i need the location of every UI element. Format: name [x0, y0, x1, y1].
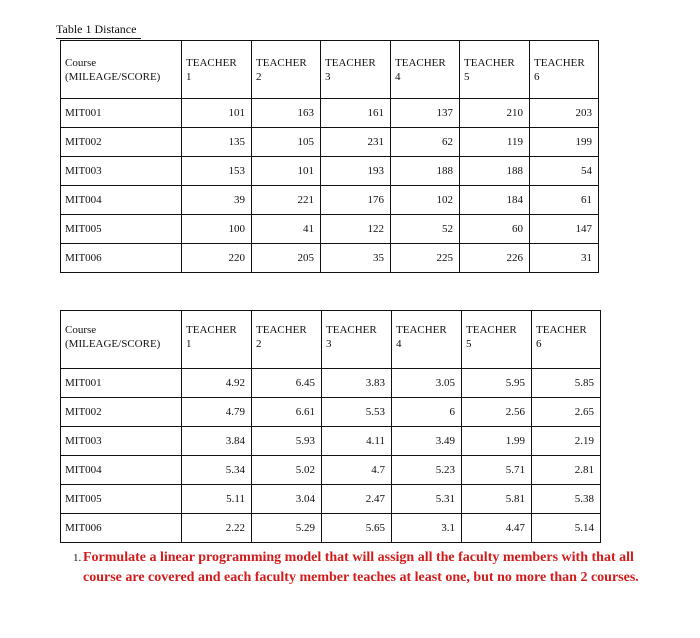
value-cell: 6.61 — [252, 398, 322, 427]
value-cell: 101 — [182, 99, 252, 128]
teacher-label: TEACHER — [326, 324, 377, 336]
table-row — [61, 244, 599, 273]
teacher-header — [530, 41, 599, 99]
teacher-header — [460, 41, 530, 99]
teacher-number: 1 — [186, 338, 192, 350]
value-cell: 39 — [182, 186, 252, 215]
value-cell: 3.49 — [392, 427, 462, 456]
corner-label-unit: (MILEAGE/SCORE) — [65, 71, 161, 83]
teacher-number: 6 — [536, 338, 542, 350]
value-cell: 199 — [530, 128, 599, 157]
value-cell: 225 — [391, 244, 460, 273]
value-cell: 5.53 — [322, 398, 392, 427]
value-cell: 231 — [321, 128, 391, 157]
value-cell: 3.05 — [392, 369, 462, 398]
teacher-header — [182, 311, 252, 369]
value-cell: 102 — [391, 186, 460, 215]
value-cell: 2.22 — [182, 514, 252, 543]
teacher-header — [182, 41, 252, 99]
teacher-label: TEACHER — [396, 324, 447, 336]
teacher-header — [391, 41, 460, 99]
value-cell: 5.11 — [182, 485, 252, 514]
value-cell: 5.14 — [532, 514, 601, 543]
teacher-number: 2 — [256, 338, 262, 350]
value-cell: 5.31 — [392, 485, 462, 514]
value-cell: 205 — [252, 244, 321, 273]
table-row — [61, 186, 599, 215]
course-cell: MIT004 — [61, 456, 182, 485]
teacher-label: TEACHER — [395, 57, 446, 69]
value-cell: 221 — [252, 186, 321, 215]
value-cell: 5.38 — [532, 485, 601, 514]
value-cell: 2.47 — [322, 485, 392, 514]
teacher-number: 2 — [256, 71, 262, 83]
course-cell: MIT003 — [61, 157, 182, 186]
value-cell: 4.7 — [322, 456, 392, 485]
course-cell: MIT001 — [61, 369, 182, 398]
value-cell: 2.56 — [462, 398, 532, 427]
value-cell: 60 — [460, 215, 530, 244]
value-cell: 122 — [321, 215, 391, 244]
value-cell: 176 — [321, 186, 391, 215]
teacher-number: 5 — [464, 71, 470, 83]
teacher-label: TEACHER — [256, 57, 307, 69]
value-cell: 4.47 — [462, 514, 532, 543]
header-row — [61, 311, 601, 369]
teacher-label: TEACHER — [466, 324, 517, 336]
value-cell: 203 — [530, 99, 599, 128]
value-cell: 5.23 — [392, 456, 462, 485]
teacher-label: TEACHER — [256, 324, 307, 336]
value-cell: 62 — [391, 128, 460, 157]
value-cell: 5.71 — [462, 456, 532, 485]
teacher-label: TEACHER — [186, 57, 237, 69]
value-cell: 3.04 — [252, 485, 322, 514]
value-cell: 210 — [460, 99, 530, 128]
value-cell: 5.65 — [322, 514, 392, 543]
teacher-number: 3 — [325, 71, 331, 83]
table-row — [61, 514, 601, 543]
value-cell: 5.81 — [462, 485, 532, 514]
value-cell: 100 — [182, 215, 252, 244]
value-cell: 61 — [530, 186, 599, 215]
table-row — [61, 427, 601, 456]
teacher-header — [322, 311, 392, 369]
corner-label-course: Course — [65, 57, 97, 69]
table-row — [61, 456, 601, 485]
corner-label-course: Course — [65, 324, 97, 336]
table-row — [61, 157, 599, 186]
teacher-header — [252, 311, 322, 369]
header-row — [61, 41, 599, 99]
table-caption: Table 1 Distance — [56, 22, 141, 39]
teacher-header — [252, 41, 321, 99]
teacher-header — [532, 311, 601, 369]
teacher-number: 4 — [396, 338, 402, 350]
value-cell: 188 — [460, 157, 530, 186]
teacher-header — [462, 311, 532, 369]
value-cell: 3.1 — [392, 514, 462, 543]
value-cell: 5.34 — [182, 456, 252, 485]
course-cell: MIT006 — [61, 244, 182, 273]
value-cell: 3.84 — [182, 427, 252, 456]
course-cell: MIT005 — [61, 215, 182, 244]
course-cell: MIT002 — [61, 398, 182, 427]
value-cell: 147 — [530, 215, 599, 244]
table-row — [61, 398, 601, 427]
course-cell: MIT003 — [61, 427, 182, 456]
value-cell: 2.81 — [532, 456, 601, 485]
table-row — [61, 215, 599, 244]
value-cell: 4.92 — [182, 369, 252, 398]
value-cell: 52 — [391, 215, 460, 244]
value-cell: 193 — [321, 157, 391, 186]
value-cell: 153 — [182, 157, 252, 186]
course-cell: MIT006 — [61, 514, 182, 543]
value-cell: 6.45 — [252, 369, 322, 398]
value-cell: 5.02 — [252, 456, 322, 485]
table-row — [61, 485, 601, 514]
teacher-number: 4 — [395, 71, 401, 83]
value-cell: 2.65 — [532, 398, 601, 427]
problem-statement — [73, 548, 643, 588]
value-cell: 5.85 — [532, 369, 601, 398]
value-cell: 135 — [182, 128, 252, 157]
teacher-header — [321, 41, 391, 99]
value-cell: 3.83 — [322, 369, 392, 398]
value-cell: 5.93 — [252, 427, 322, 456]
course-cell: MIT001 — [61, 99, 182, 128]
teacher-number: 3 — [326, 338, 332, 350]
value-cell: 184 — [460, 186, 530, 215]
value-cell: 163 — [252, 99, 321, 128]
teacher-label: TEACHER — [186, 324, 237, 336]
value-cell: 54 — [530, 157, 599, 186]
value-cell: 31 — [530, 244, 599, 273]
value-cell: 188 — [391, 157, 460, 186]
teacher-label: TEACHER — [534, 57, 585, 69]
teacher-label: TEACHER — [464, 57, 515, 69]
table-row — [61, 128, 599, 157]
value-cell: 226 — [460, 244, 530, 273]
value-cell: 1.99 — [462, 427, 532, 456]
value-cell: 5.29 — [252, 514, 322, 543]
value-cell: 35 — [321, 244, 391, 273]
score-table — [60, 310, 601, 543]
value-cell: 105 — [252, 128, 321, 157]
value-cell: 220 — [182, 244, 252, 273]
course-cell: MIT005 — [61, 485, 182, 514]
value-cell: 4.79 — [182, 398, 252, 427]
corner-header — [61, 41, 182, 99]
problem-number: 1. — [73, 552, 82, 564]
distance-table — [60, 40, 599, 273]
teacher-number: 1 — [186, 71, 192, 83]
corner-label-unit: (MILEAGE/SCORE) — [65, 338, 161, 350]
table-row — [61, 99, 599, 128]
value-cell: 41 — [252, 215, 321, 244]
value-cell: 6 — [392, 398, 462, 427]
value-cell: 2.19 — [532, 427, 601, 456]
teacher-header — [392, 311, 462, 369]
teacher-number: 6 — [534, 71, 540, 83]
value-cell: 5.95 — [462, 369, 532, 398]
value-cell: 4.11 — [322, 427, 392, 456]
value-cell: 161 — [321, 99, 391, 128]
teacher-label: TEACHER — [536, 324, 587, 336]
corner-header — [61, 311, 182, 369]
teacher-label: TEACHER — [325, 57, 376, 69]
value-cell: 101 — [252, 157, 321, 186]
value-cell: 137 — [391, 99, 460, 128]
table-row — [61, 369, 601, 398]
problem-text: Formulate a linear programming model that will assign all the faculty members with that all course are covered and each faculty member teaches at least one, but no more than 2 courses. — [83, 550, 639, 585]
course-cell: MIT004 — [61, 186, 182, 215]
value-cell: 119 — [460, 128, 530, 157]
teacher-number: 5 — [466, 338, 472, 350]
course-cell: MIT002 — [61, 128, 182, 157]
